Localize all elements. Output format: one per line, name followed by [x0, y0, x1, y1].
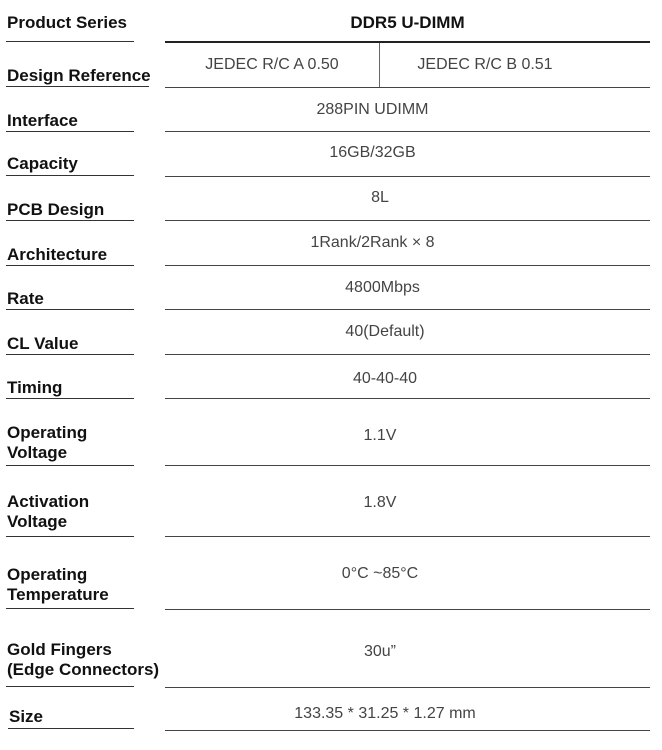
value-timing: 40-40-40 — [352, 370, 418, 387]
value-cl-value: 40(Default) — [345, 323, 425, 340]
value-design-reference-b: JEDEC R/C B 0.51 — [417, 56, 553, 73]
value-capacity: 16GB/32GB — [329, 144, 416, 161]
row-rule — [165, 730, 650, 731]
label-architecture: Architecture — [7, 245, 107, 265]
label-capacity: Capacity — [7, 154, 78, 174]
value-size: 133.35 * 31.25 * 1.27 mm — [294, 705, 476, 722]
header-label: Product Series — [7, 13, 127, 33]
label-operating-voltage: Operating Voltage — [7, 423, 87, 463]
label-rate: Rate — [7, 289, 44, 309]
value-interface: 288PIN UDIMM — [316, 101, 429, 118]
row-rule — [165, 309, 650, 310]
row-rule — [165, 609, 650, 610]
row-rule — [165, 131, 650, 132]
row-rule — [165, 354, 650, 355]
value-pcb-design: 8L — [371, 189, 389, 206]
label-activation-voltage: Activation Voltage — [7, 492, 89, 532]
value-architecture: 1Rank/2Rank × 8 — [310, 234, 435, 251]
row-rule — [165, 536, 650, 537]
product-series-value: DDR5 U-DIMM — [350, 13, 465, 32]
row-rule — [165, 176, 650, 177]
label-gold-fingers: Gold Fingers (Edge Connectors) — [7, 640, 159, 680]
row-rule — [165, 465, 650, 466]
row-rule — [165, 87, 650, 88]
label-design-reference: Design Reference — [7, 66, 151, 85]
value-operating-temperature: 0°C ~85°C — [341, 565, 419, 582]
label-timing: Timing — [7, 378, 62, 398]
row-rule — [165, 687, 650, 688]
label-pcb-design: PCB Design — [7, 200, 104, 220]
label-size: Size — [9, 707, 43, 727]
row-rule — [165, 265, 650, 266]
value-activation-voltage: 1.8V — [363, 494, 397, 511]
value-gold-fingers: 30u” — [363, 643, 397, 660]
value-operating-voltage: 1.1V — [363, 427, 397, 444]
label-operating-temperature: Operating Temperature — [7, 565, 109, 605]
header-rule — [165, 41, 650, 43]
value-rate: 4800Mbps — [345, 279, 420, 296]
value-design-reference-a: JEDEC R/C A 0.50 — [205, 56, 339, 73]
label-cl-value: CL Value — [7, 334, 79, 354]
row-rule — [165, 398, 650, 399]
row-rule — [165, 220, 650, 221]
label-interface: Interface — [7, 111, 78, 131]
